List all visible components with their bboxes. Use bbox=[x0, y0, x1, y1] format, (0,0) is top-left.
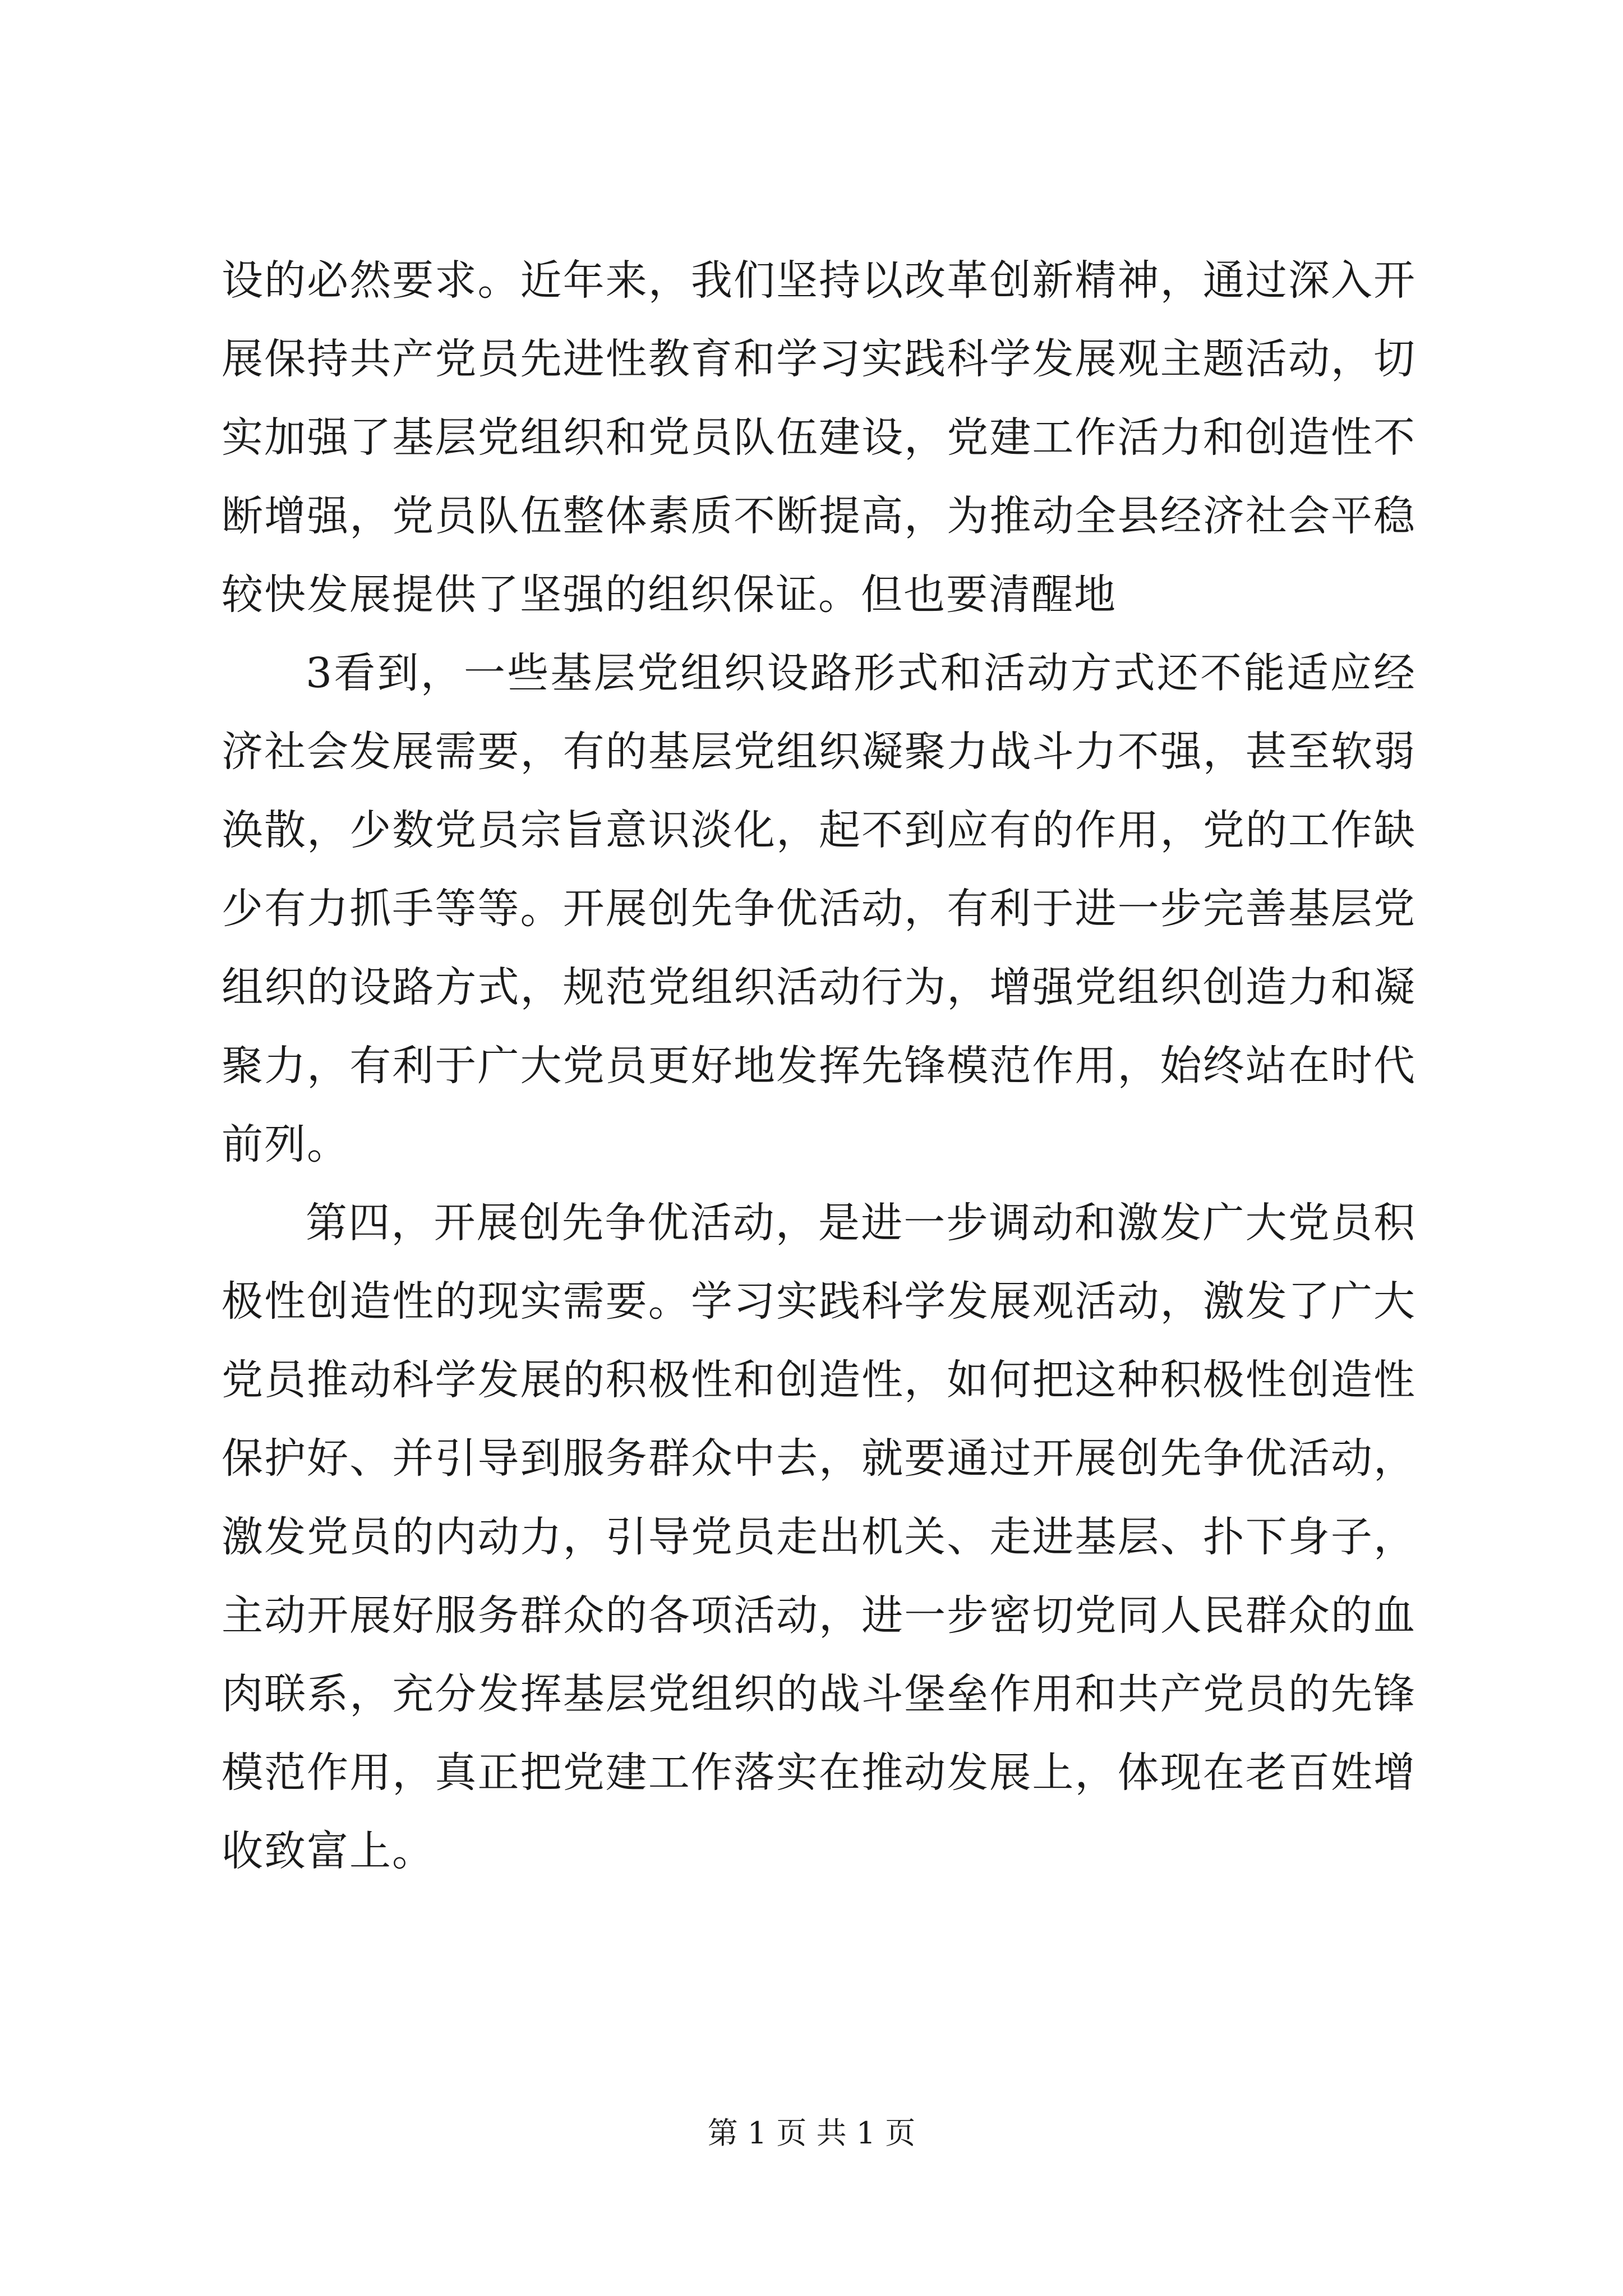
paragraph-continuation: 设的必然要求。近年来，我们坚持以改革创新精神，通过深入开展保持共产党员先进性教育和学习实践科学发展观主题活动，切实加强了基层党组织和党员队伍建设，党建工作活力和创造性不断增强，党员队伍整体素质不断提高，为推动全县经济社会平稳较快发展提供了坚强的组织保证。但也要清醒地 bbox=[222, 256, 1416, 619]
paragraph-2: 3看到，一些基层党组织设路形式和活动方式还不能适应经济社会发展需要，有的基层党组织凝聚力战斗力不强，甚至软弱涣散，少数党员宗旨意识淡化，起不到应有的作用，党的工作缺少有力抓手等等。开展创先争优活动，有利于进一步完善基层党组织的设路方式，规范党组织活动行为，增强党组织创造力和凝聚力，有利于广大党员更好地发挥先锋模范作用，始终站在时代前列。 bbox=[222, 649, 1416, 1168]
page-footer: 第 1 页 共 1 页 bbox=[707, 2115, 916, 2151]
paragraph-3: 第四，开展创先争优活动，是进一步调动和激发广大党员积极性创造性的现实需要。学习实践科学发展观活动，激发了广大党员推动科学发展的积极性和创造性，如何把这种积极性创造性保护好、并引导到服务群众中去，就要通过开展创先争优活动，激发党员的内动力，引导党员走出机关、走进基层、扑下身子，主动开展好服务群众的各项活动，进一步密切党同人民群众的血肉联系，充分发挥基层党组织的战斗堡垒作用和共产党员的先锋模范作用，真正把党建工作落实在推动发展上，体现在老百姓增收致富上。 bbox=[222, 1199, 1416, 1875]
document-body bbox=[222, 241, 1416, 1890]
